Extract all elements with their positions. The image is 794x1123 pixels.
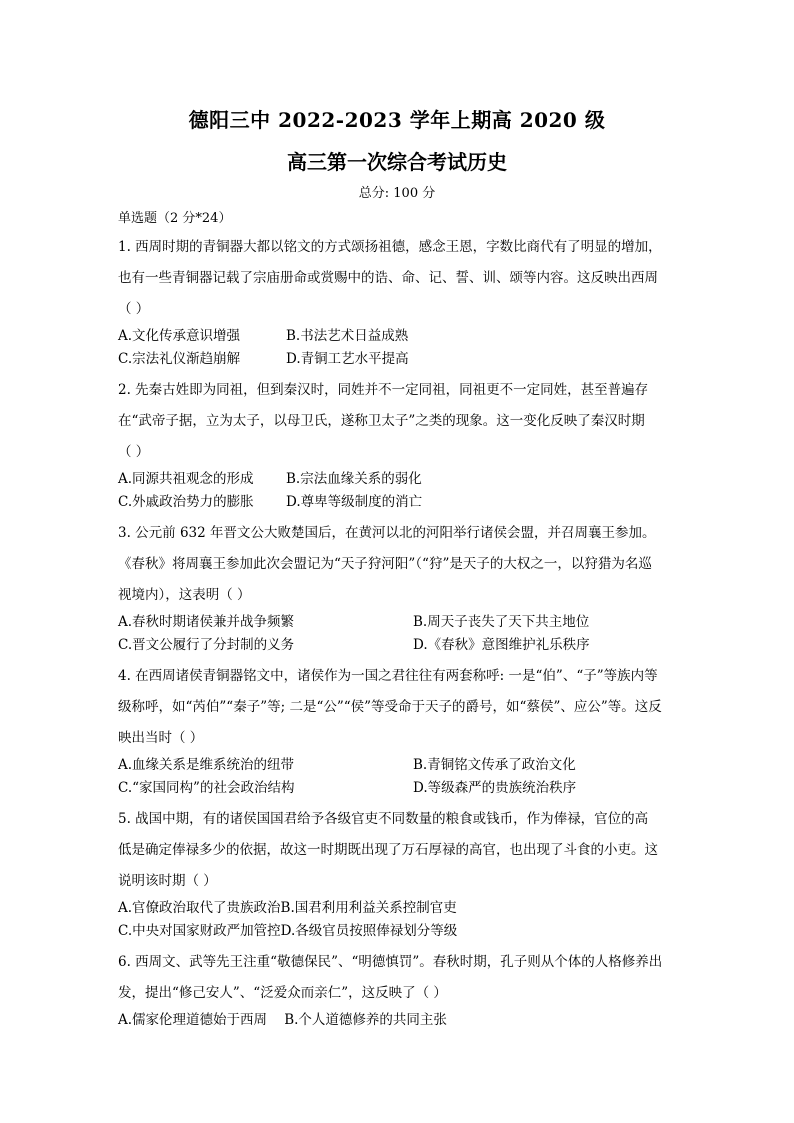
question-5	[118, 804, 678, 943]
question-2	[118, 375, 678, 514]
option-b[interactable]: B.周天子丧失了天下共主地位	[413, 614, 590, 630]
option-c[interactable]: C.“家国同构”的社会政治结构	[118, 780, 295, 796]
question-text-line: 1. 西周时期的青铜器大都以铭文的方式颂扬祖德，感念王恩，字数比商代有了明显的增加，	[118, 239, 662, 255]
option-c[interactable]: C.外戚政治势力的膨胀	[118, 494, 254, 510]
question-text-line: 《春秋》将周襄王参加此次会盟记为“天子狩河阳”（“狩”是天子的大权之一，以狩猎为名巡	[118, 556, 652, 572]
question-text-line: 在“武帝子据，立为太子，以母卫氏，遂称卫太子”之类的现象。这一变化反映了秦汉时期	[118, 413, 645, 429]
question-text-line: 说明该时期（ ）	[118, 873, 217, 889]
option-a[interactable]: A.文化传承意识增强	[118, 328, 241, 344]
question-options	[118, 468, 678, 514]
question-text-line: 映出当时（ ）	[118, 730, 204, 746]
option-c[interactable]: C.宗法礼仪渐趋崩解	[118, 351, 241, 367]
question-6	[118, 947, 678, 1032]
question-text-line: （ ）	[118, 444, 150, 460]
question-options	[118, 325, 678, 371]
option-d[interactable]: D.《春秋》意图维护礼乐秩序	[413, 637, 590, 653]
option-b[interactable]: B.宗法血缘关系的弱化	[286, 471, 422, 487]
question-text-line: 6. 西周文、武等先王注重“敬德保民”、“明德慎罚”。春秋时期，孔子则从个体的人格修养出	[118, 954, 663, 970]
option-a[interactable]: A.春秋时期诸侯兼并战争频繁	[118, 614, 295, 630]
question-4	[118, 661, 678, 800]
question-options	[118, 897, 678, 943]
question-text-line: 5. 战国中期，有的诸侯国国君给予各级官吏不同数量的粮食或钱币，作为俸禄，官位的高	[118, 811, 649, 827]
total-score: 总分: 100 分	[358, 186, 436, 201]
question-text-line: 3. 公元前 632 年晋文公大败楚国后，在黄河以北的河阳举行诸侯会盟，并召周襄王参加。	[118, 525, 656, 541]
option-c[interactable]: C.晋文公履行了分封制的义务	[118, 637, 295, 653]
option-d[interactable]: D.等级森严的贵族统治秩序	[413, 780, 577, 796]
question-options	[118, 611, 678, 657]
option-d[interactable]: D.尊卑等级制度的消亡	[286, 494, 423, 510]
question-list	[118, 232, 678, 1036]
option-cd[interactable]: C.中央对国家财政严加管控D.各级官员按照俸禄划分等级	[118, 923, 458, 939]
option-b[interactable]: B.书法艺术日益成熟	[286, 328, 409, 344]
option-d[interactable]: D.青铜工艺水平提高	[286, 351, 409, 367]
section-label: 单选题（2 分*24）	[118, 211, 232, 226]
exam-title-line1: 德阳三中 2022-2023 学年上期高 2020 级	[188, 108, 606, 132]
question-text-line: 发，提出“修己安人”、“泛爱众而亲仁”，这反映了（ ）	[118, 985, 447, 1001]
question-options	[118, 1009, 678, 1032]
question-text-line: 视境内），这表明（ ）	[118, 587, 251, 603]
question-3	[118, 518, 678, 657]
question-options	[118, 754, 678, 800]
option-b[interactable]: B.青铜铭文传承了政治文化	[413, 757, 576, 773]
question-text-line: （ ）	[118, 301, 150, 317]
question-text-line: 2. 先秦古姓即为同祖，但到秦汉时，同姓并不一定同祖，同祖更不一定同姓，甚至普遍存	[118, 382, 649, 398]
question-text-line: 也有一些青铜器记载了宗庙册命或赏赐中的诰、命、记、誓、训、颂等内容。这反映出西周	[118, 270, 658, 286]
option-a[interactable]: A.血缘关系是维系统治的纽带	[118, 757, 295, 773]
option-ab[interactable]: A.官僚政治取代了贵族政治B.国君利用利益关系控制官吏	[118, 900, 457, 916]
question-text-line: 低是确定俸禄多少的依据，故这一时期既出现了万石厚禄的高官，也出现了斗食的小吏。这	[118, 842, 658, 858]
question-text-line: 4. 在西周诸侯青铜器铭文中，诸侯作为一国之君往往有两套称呼: 一是“伯”、“子”等族内等	[118, 668, 658, 684]
question-text-line: 级称呼，如“芮伯”“秦子”等; 二是“公”“侯”等受命于天子的爵号，如“蔡侯”、应公”等。这反	[118, 699, 662, 715]
exam-title-line2: 高三第一次综合考试历史	[287, 150, 507, 174]
option-ab[interactable]: A.儒家伦理道德始于西周 B.个人道德修养的共同主张	[118, 1012, 447, 1028]
option-a[interactable]: A.同源共祖观念的形成	[118, 471, 254, 487]
question-1	[118, 232, 678, 371]
